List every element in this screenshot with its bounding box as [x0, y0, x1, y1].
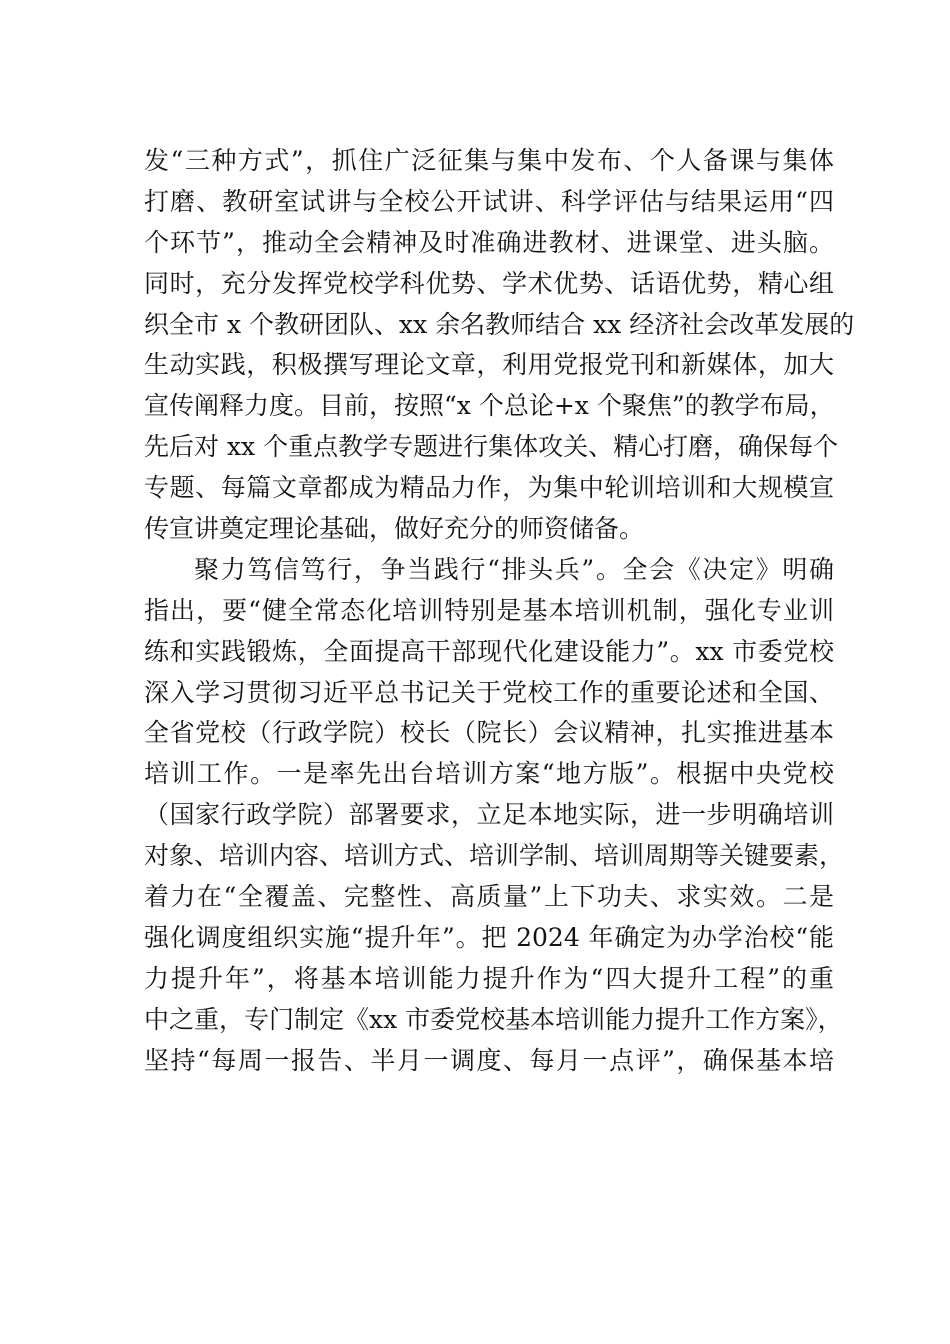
text-line: 宣传阐释力度。目前，按照“x 个总论+x 个聚焦”的教学布局，	[144, 391, 835, 421]
text-line: 全省党校（行政学院）校长（院长）会议精神，扎实推进基本	[144, 718, 834, 748]
text-line: 先后对 xx 个重点教学专题进行集体攻关、精心打磨，确保每个	[144, 432, 839, 462]
text-line: 培训工作。一是率先出台培训方案“地方版”。根据中央党校	[144, 759, 834, 789]
text-line: 坚持“每周一报告、半月一调度、每月一点评”，确保基本培	[144, 1045, 834, 1075]
document-body	[144, 141, 855, 1081]
text-line: 发“三种方式”，抓住广泛征集与集中发布、个人备课与集体	[144, 146, 834, 175]
text-line: 深入学习贯彻习近平总书记关于党校工作的重要论述和全国、	[144, 677, 834, 707]
text-line: 生动实践，积极撰写理论文章，利用党报党刊和新媒体，加大	[144, 350, 834, 380]
text-line: 中之重，专门制定《xx 市委党校基本培训能力提升工作方案》，	[144, 1004, 843, 1034]
text-line: 同时，充分发挥党校学科优势、学术优势、话语优势，精心组	[144, 268, 834, 298]
text-line: 专题、每篇文章都成为精品力作，为集中轮训培训和大规模宣	[144, 473, 834, 503]
text-line: 力提升年”，将基本培训能力提升作为“四大提升工程”的重	[144, 963, 834, 993]
text-line: （国家行政学院）部署要求，立足本地实际，进一步明确培训	[144, 800, 834, 830]
text-line: 打磨、教研室试讲与全校公开试讲、科学评估与结果运用“四	[144, 186, 834, 216]
text-line: 指出，要“健全常态化培训特别是基本培训机制，强化专业训	[144, 595, 834, 625]
text-line: 织全市 x 个教研团队、xx 余名教师结合 xx 经济社会改革发展的	[144, 309, 855, 339]
text-line: 强化调度组织实施“提升年”。把 2024 年确定为办学治校“能	[144, 922, 834, 952]
text-line: 着力在“全覆盖、完整性、高质量”上下功夫、求实效。二是	[144, 882, 834, 912]
text-line: 个环节”，推动全会精神及时准确进教材、进课堂、进头脑。	[144, 227, 834, 257]
paragraph-end-line: 传宣讲奠定理论基础，做好充分的师资储备。	[144, 514, 645, 544]
paragraph-first-line: 聚力笃信笃行，争当践行“排头兵”。全会《决定》明确	[194, 554, 834, 584]
text-line: 练和实践锻炼，全面提高干部现代化建设能力”。xx 市委党校	[144, 636, 834, 666]
text-line: 对象、培训内容、培训方式、培训学制、培训周期等关键要素，	[144, 841, 845, 871]
